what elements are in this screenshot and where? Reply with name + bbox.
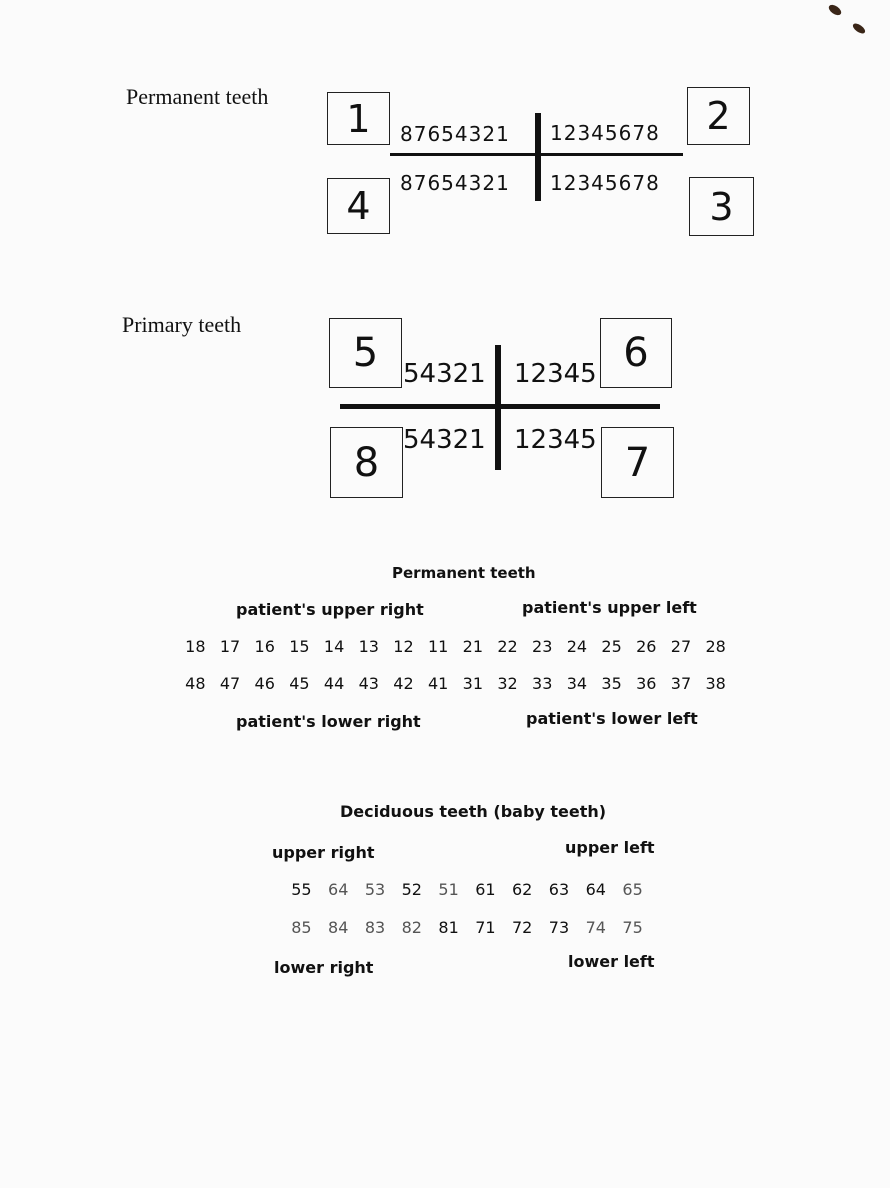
tooth-number: 64: [585, 880, 606, 899]
tooth-number: 64: [328, 880, 349, 899]
tooth-number: 71: [475, 918, 496, 937]
tooth-number: 13: [358, 637, 379, 656]
permanent-upper-row: [178, 637, 733, 656]
tooth-number: 82: [401, 918, 422, 937]
tooth-number: 14: [323, 637, 345, 656]
permanent-table-title: Permanent teeth: [392, 564, 536, 582]
tooth-number: 38: [705, 674, 726, 693]
primary-lower-right-teeth: 54321: [403, 425, 486, 455]
quadrant-box-8: 8: [330, 427, 403, 498]
primary-chart-title: Primary teeth: [122, 312, 242, 337]
lower-left-label: patient's lower left: [526, 709, 698, 728]
tooth-number: 22: [497, 637, 518, 656]
quadrant-box-1: 1: [327, 92, 390, 145]
upper-right-teeth: 87654321: [400, 122, 510, 146]
upper-right-label: patient's upper right: [236, 600, 424, 619]
tooth-number: 16: [254, 637, 275, 656]
tooth-number: 84: [328, 918, 349, 937]
tooth-number: 25: [601, 637, 622, 656]
lower-left-teeth: 12345678: [550, 171, 660, 195]
tooth-number: 18: [185, 637, 206, 656]
tooth-number: 63: [548, 880, 570, 899]
permanent-lower-row: [178, 674, 733, 693]
tooth-number: 23: [532, 637, 553, 656]
tooth-number: 36: [636, 674, 657, 693]
quadrant-box-2: 2: [687, 87, 750, 145]
tooth-number: 31: [462, 674, 484, 693]
deciduous-lower-left-label: lower left: [568, 952, 655, 971]
tooth-number: 28: [705, 637, 726, 656]
tooth-number: 43: [358, 674, 379, 693]
tooth-number: 45: [289, 674, 310, 693]
primary-upper-left-teeth: 12345: [514, 359, 597, 389]
permanent-vertical-divider: [535, 113, 541, 201]
tooth-number: 17: [219, 637, 241, 656]
tooth-number: 74: [585, 918, 606, 937]
deciduous-lower-row: [283, 918, 651, 937]
tooth-number: 85: [291, 918, 312, 937]
quadrant-box-6: 6: [600, 318, 672, 388]
tooth-number: 53: [364, 880, 386, 899]
deciduous-upper-row: [283, 880, 651, 899]
corner-smudge: [851, 22, 866, 36]
tooth-number: 46: [254, 674, 275, 693]
tooth-number: 81: [438, 918, 459, 937]
tooth-number: 33: [532, 674, 553, 693]
lower-right-label: patient's lower right: [236, 712, 421, 731]
tooth-number: 42: [393, 674, 414, 693]
deciduous-table-title: Deciduous teeth (baby teeth): [340, 802, 607, 821]
tooth-number: 55: [291, 880, 312, 899]
quadrant-box-3: 3: [689, 177, 754, 236]
corner-smudge: [827, 3, 843, 18]
primary-vertical-divider: [495, 345, 501, 470]
upper-left-teeth: 12345678: [550, 121, 660, 145]
deciduous-lower-right-label: lower right: [274, 958, 374, 977]
primary-upper-right-teeth: 54321: [403, 359, 486, 389]
tooth-number: 73: [548, 918, 570, 937]
tooth-number: 11: [427, 637, 449, 656]
tooth-number: 83: [364, 918, 386, 937]
tooth-number: 61: [475, 880, 496, 899]
tooth-number: 72: [512, 918, 533, 937]
tooth-number: 65: [622, 880, 643, 899]
tooth-number: 34: [566, 674, 588, 693]
tooth-number: 51: [438, 880, 459, 899]
quadrant-box-5: 5: [329, 318, 402, 388]
lower-right-teeth: 87654321: [400, 171, 510, 195]
tooth-number: 41: [427, 674, 449, 693]
tooth-number: 62: [512, 880, 533, 899]
tooth-number: 32: [497, 674, 518, 693]
deciduous-upper-left-label: upper left: [565, 838, 655, 857]
tooth-number: 44: [323, 674, 345, 693]
tooth-number: 27: [670, 637, 692, 656]
tooth-number: 47: [219, 674, 241, 693]
tooth-number: 15: [289, 637, 310, 656]
tooth-number: 26: [636, 637, 657, 656]
tooth-number: 12: [393, 637, 414, 656]
tooth-number: 75: [622, 918, 643, 937]
tooth-number: 35: [601, 674, 622, 693]
primary-lower-left-teeth: 12345: [514, 425, 597, 455]
tooth-number: 48: [185, 674, 206, 693]
tooth-number: 52: [401, 880, 422, 899]
permanent-chart-title: Permanent teeth: [126, 84, 269, 109]
tooth-number: 24: [566, 637, 588, 656]
quadrant-box-4: 4: [327, 178, 390, 234]
deciduous-upper-right-label: upper right: [272, 843, 375, 862]
tooth-number: 21: [462, 637, 484, 656]
quadrant-box-7: 7: [601, 427, 674, 498]
tooth-number: 37: [670, 674, 692, 693]
upper-left-label: patient's upper left: [522, 598, 697, 617]
